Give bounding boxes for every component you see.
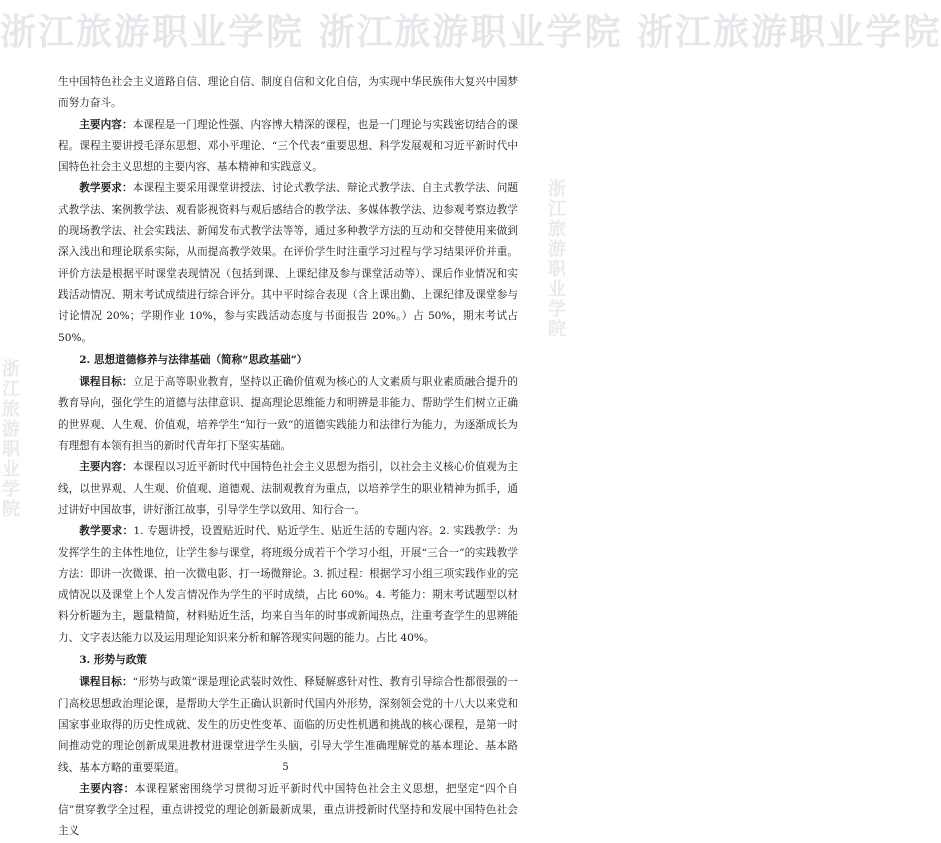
section-label: 主要内容：	[79, 461, 133, 474]
section-heading: 3. 形势与政策	[79, 654, 147, 667]
paragraph-text: 本课程主要采用课堂讲授法、讨论式教学法、辩论式教学法、自主式教学法、问题式教学法、案例教学法、观看影视资料与观后感结合的教学法、多媒体教学法、边参观考察边教学的现场教学法、社会实践法、新闻发布式教学法等等，通过多种教学方法的互动和交替使用来做到深入浅出和理论联系实际，从而提高教学效果。在评价学生时注重学习过程与学习结果评价并重。评价方法是根据平时课堂表现情况（包括到课、上课纪律及参与课堂活动等）、课后作业情况和实践活动情况、期末考试成绩进行综合评分。其中平时综合表现（含上课出勤、上课纪律及课堂参与讨论情况 20%；学期作业 10%，参与实践活动态度与书面报告 20%。）占 50%，期末考试占 50%。	[58, 182, 519, 344]
paragraph-text: 本课程紧密围绕学习贯彻习近平新时代中国特色社会主义思想，把坚定“四个自信”贯穿教学全过程，重点讲授党的理论创新最新成果，重点讲授新时代坚持和发展中国特色社会主义	[58, 782, 518, 838]
paragraph	[58, 521, 518, 649]
paragraph	[58, 115, 518, 179]
watermark: 浙江旅游职业学院 浙江旅游职业学院 浙江旅游职业学院	[0, 12, 941, 53]
section-label: 课程目标：	[79, 676, 133, 689]
watermark-side-left: 浙江旅游职业学院	[2, 359, 20, 520]
section-label: 教学要求：	[79, 182, 133, 195]
section-label: 课程目标：	[79, 376, 133, 389]
page-number: 5	[282, 762, 289, 773]
document-body	[58, 72, 518, 843]
paragraph	[58, 372, 518, 457]
paragraph-text: 立足于高等职业教育，坚持以正确价值观为核心的人文素质与职业素质融合提升的教育导向，强化学生的道德与法律意识、提高理论思维能力和明辨是非能力、帮助学生们树立正确的世界观、人生观、价值观，培养学生“知行一致”的道德实践能力和法律行为能力，为逐渐成长为有理想有本领有担当的新时代青年打下坚实基础。	[58, 376, 519, 453]
paragraph: 生中国特色社会主义道路自信、理论自信、制度自信和文化自信，为实现中华民族伟大复兴中国梦而努力奋斗。	[58, 76, 518, 110]
section-heading: 2. 思想道德修养与法律基础（简称“思政基础”）	[79, 353, 308, 366]
paragraph-text: 本课程以习近平新时代中国特色社会主义思想为指引，以社会主义核心价值观为主线，以世界观、人生观、价值观、道德观、法制观教育为重点，以培养学生的职业精神为抓手，通过讲好中国故事，讲好浙江故事，引导学生学以致用、知行合一。	[58, 461, 519, 516]
section-label: 主要内容：	[79, 782, 135, 795]
paragraph-text: 1. 专题讲授，设置贴近时代、贴近学生、贴近生活的专题内容。2. 实践教学：为发挥学生的主体性地位，让学生参与课堂，将班级分成若干个学习小组，开展“三合一”的实践教学方法：即讲一次微课、拍一次微电影、打一场微辩论。3. 抓过程：根据学习小组三项实践作业的完成情况以及课堂上个人发言情况作为学生的平时成绩，占比 60%。4. 考能力：期末考试题型以材料分析题为主，题量精简，材料贴近生活，均来自当年的时事或新闻热点，注重考查学生的思辨能力、文字表达能力以及运用理论知识来分析和解答现实问题的能力。占比 40%。	[58, 525, 519, 644]
section-label: 主要内容：	[79, 118, 133, 131]
paragraph-text: “形势与政策”课是理论武装时效性、释疑解惑针对性、教育引导综合性都很强的一门高校思想政治理论课，是帮助大学生正确认识新时代国内外形势，深刻领会党的十八大以来党和国家事业取得的历史性成就、发生的历史性变革、面临的历史性机遇和挑战的核心课程，是第一时间推动党的理论创新成果进教材进课堂进学生头脑，引导大学生准确理解党的基本理论、基本路线、基本方略的重要渠道。	[58, 676, 518, 774]
paragraph	[58, 178, 518, 348]
paragraph-text: 本课程是一门理论性强、内容博大精深的课程，也是一门理论与实践密切结合的课程。课程主要讲授毛泽东思想、邓小平理论、“三个代表”重要思想、科学发展观和习近平新时代中国特色社会主义思想的主要内容、基本精神和实践意义。	[58, 118, 519, 174]
section-label: 教学要求：	[79, 525, 134, 538]
paragraph	[58, 457, 518, 521]
watermark-side-right: 浙江旅游职业学院	[548, 179, 566, 340]
paragraph	[58, 779, 518, 843]
